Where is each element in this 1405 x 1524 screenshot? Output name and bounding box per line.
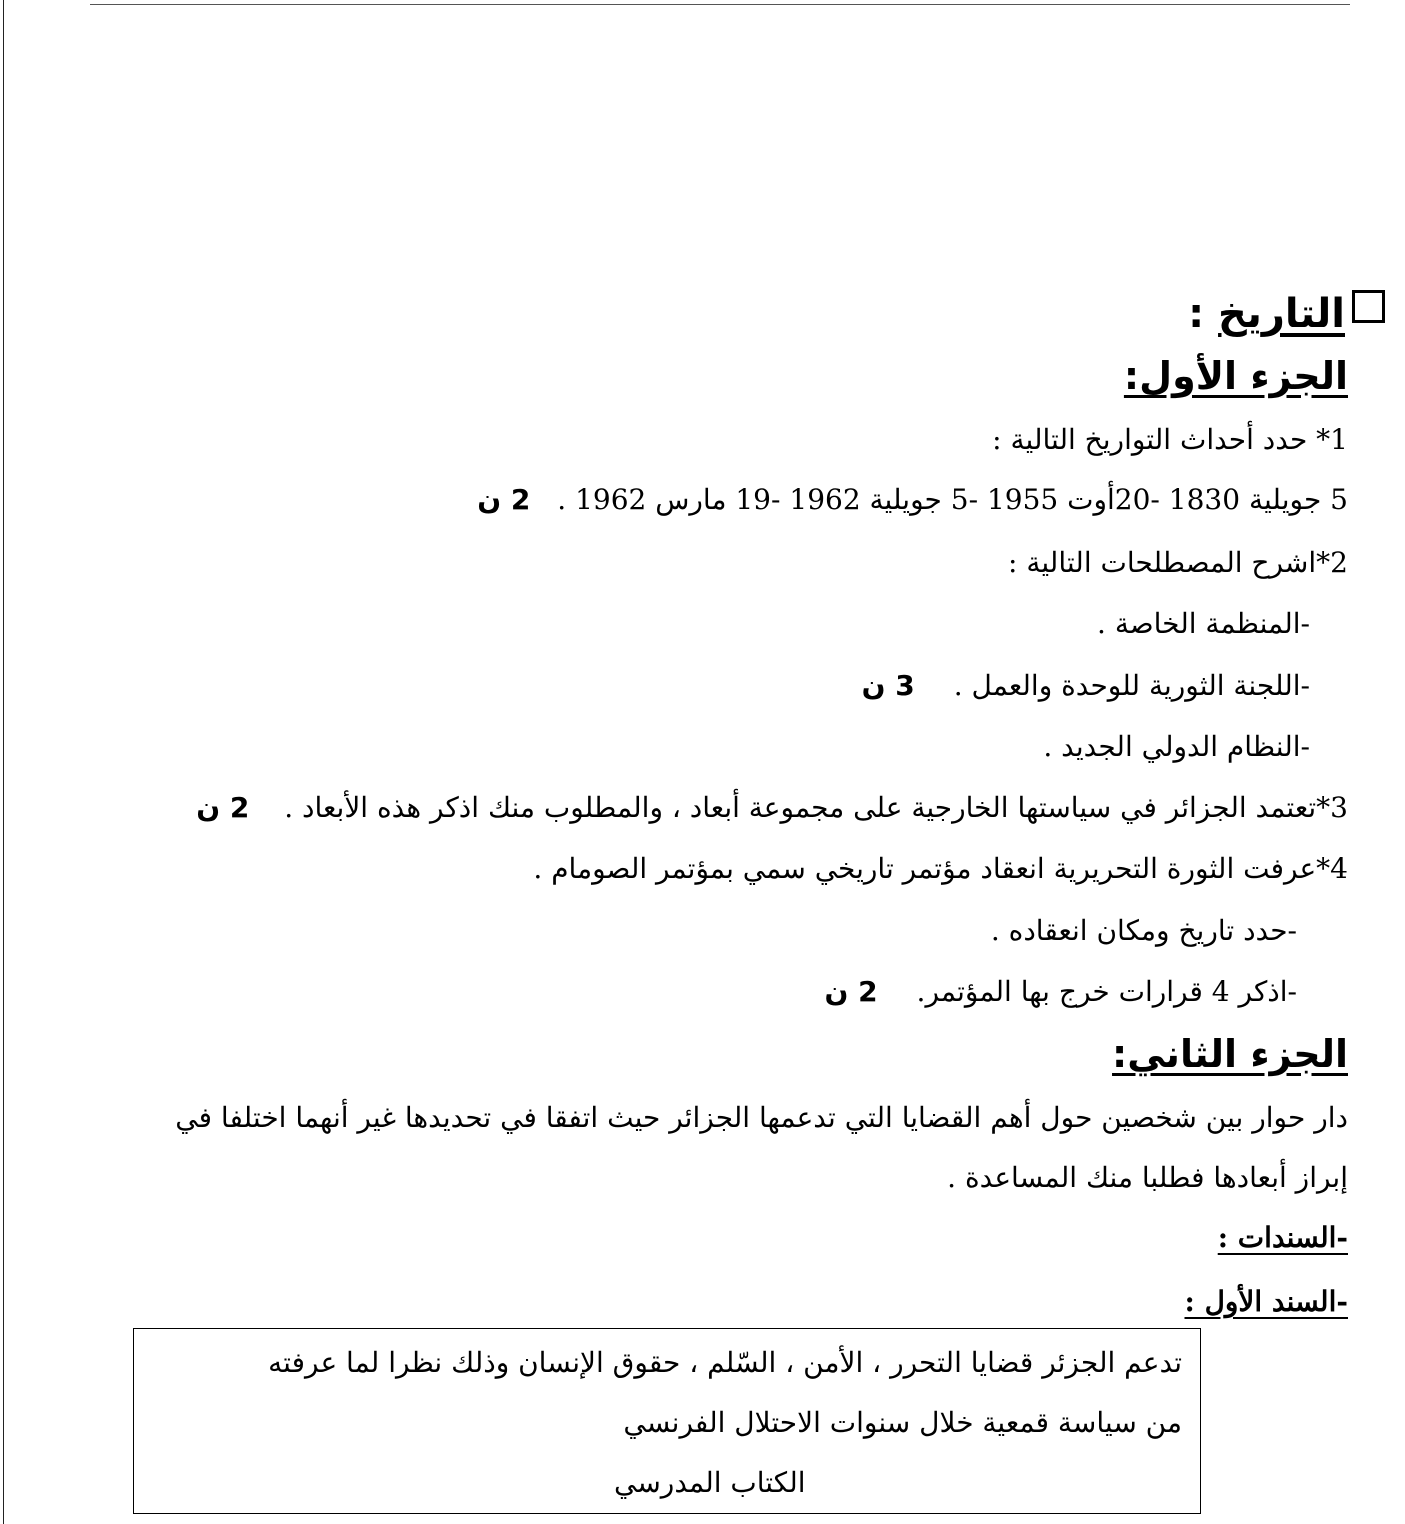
question-4-points: 2 ن — [824, 975, 878, 1008]
question-2-item-b-text: -اللجنة الثورية للوحدة والعمل . — [953, 669, 1310, 702]
document-1-box — [133, 1328, 1201, 1514]
part1-heading — [1124, 352, 1348, 400]
part2-intro-line-1: دار حوار بين شخصين حول أهم القضايا التي تدعمها الجزائر حيث اتفقا في تحديدها غير أنهما اختلفا في — [175, 1101, 1348, 1134]
question-3 — [196, 788, 1348, 828]
question-4-item-a: -حدد تاريخ ومكان انعقاده . — [990, 914, 1297, 947]
section-checkbox-icon — [1352, 290, 1385, 323]
part1-heading-text: الجزء الأول: — [1123, 354, 1348, 398]
question-1-dates — [477, 480, 1348, 520]
section-title-text: التاريخ — [1218, 291, 1345, 337]
question-1-dates-text: 5 جويلية 1830 -20أوت 1955 -5 جويلية 1962 -19 مارس 1962 . — [557, 483, 1348, 516]
section-title-colon: : — [1188, 291, 1205, 337]
question-4-item-b — [825, 972, 1298, 1012]
top-rule — [90, 4, 1350, 5]
question-2-item-b — [862, 666, 1310, 706]
document-1-line-2: من سياسة قمعية خلال سنوات الاحتلال الفرنسي — [623, 1406, 1182, 1439]
page-left-border — [3, 0, 4, 1524]
question-2-points: 3 ن — [861, 669, 915, 702]
question-1-points: 2 ن — [477, 483, 531, 516]
question-3-text: 3*تعتمد الجزائر في سياستها الخارجية على مجموعة أبعاد ، والمطلوب منك اذكر هذه الأبعاد . — [284, 791, 1348, 824]
document-1-source: الكتاب المدرسي — [614, 1466, 806, 1499]
question-2: 2*اشرح المصطلحات التالية : — [1008, 546, 1348, 579]
question-2-item-a: -المنظمة الخاصة . — [1097, 607, 1310, 640]
section-title — [1188, 290, 1345, 338]
question-3-points: 2 ن — [196, 791, 250, 824]
document-1-line-1: تدعم الجزئر قضايا التحرر ، الأمن ، السّلم ، حقوق الإنسان وذلك نظرا لما عرفته — [268, 1346, 1182, 1379]
part2-heading-text: الجزء الثاني: — [1112, 1032, 1348, 1076]
question-4-item-b-text: -اذكر 4 قرارات خرج بها المؤتمر. — [916, 975, 1297, 1008]
part2-intro-line-2: إبراز أبعادها فطلبا منك المساعدة . — [947, 1161, 1348, 1194]
documents-label: -السندات : — [1217, 1221, 1348, 1254]
part2-heading — [1112, 1030, 1348, 1078]
question-2-item-c: -النظام الدولي الجديد . — [1043, 730, 1310, 763]
question-4: 4*عرفت الثورة التحريرية انعقاد مؤتمر تاريخي سمي بمؤتمر الصومام . — [533, 852, 1348, 885]
document-1-label: -السند الأول : — [1184, 1285, 1348, 1318]
question-1: 1* حدد أحداث التواريخ التالية : — [992, 423, 1348, 456]
